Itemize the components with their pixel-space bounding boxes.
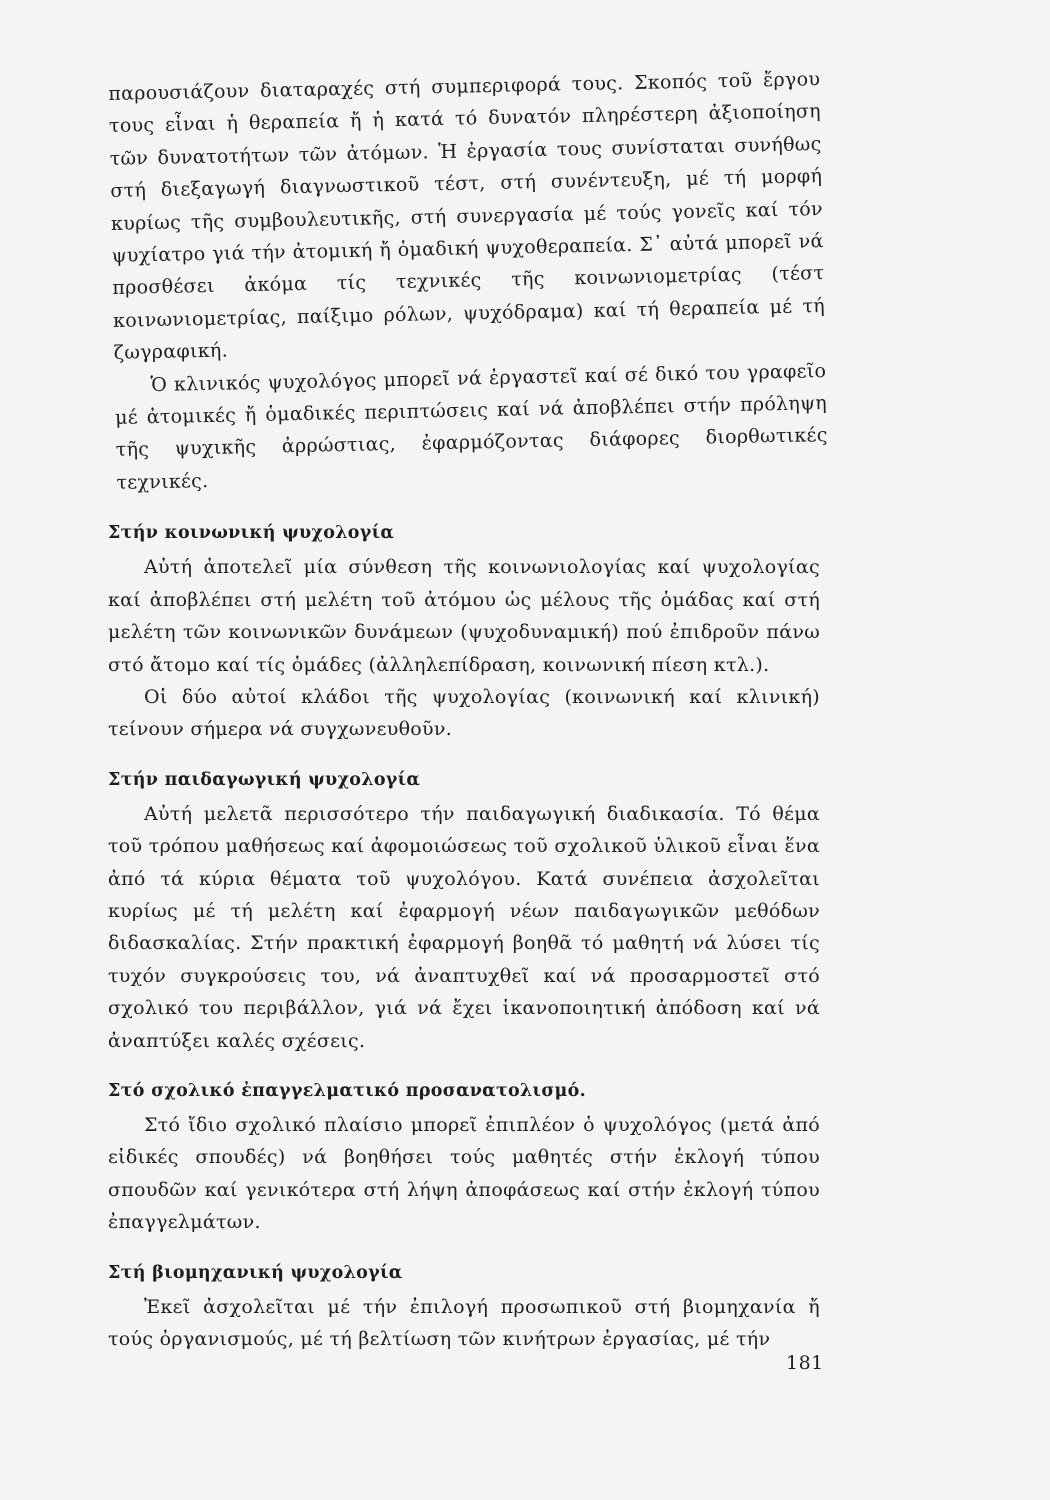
section-paragraph: Ἐκεῖ ἀσχολεῖται μέ τήν ἐπιλογή προσωπικοῦ στή βιομηχανία ἤ τούς ὀργανισμούς, μέ τή βελτίωση τῶν κινήτρων ἐργασίας, μέ τήν [108,1295,820,1350]
section-paragraph: Στό ἴδιο σχολικό πλαίσιο μπορεῖ ἐπιπλέον ὁ ψυχολόγος (μετά ἀπό εἰδικές σπουδές) νά βοηθήσει τούς μαθητές στήν ἐκλογή τύπου σπουδῶν καί γενικότερα στή λήψη ἀποφάσεως καί στήν ἐκλογή τύπου ἐπαγγελμάτων. [108,1113,820,1234]
section-heading: Στό σχολικό ἐπαγγελματικό προσανατολισμό. [108,1080,587,1101]
intro-paragraph: παρουσιάζουν διαταραχές στή συμπεριφορά τους. Σκοπός τοῦ ἔργου τους εἶναι ἡ θεραπεία ἤ ἡ κατά τό δυνατόν πληρέστερη ἀξιοποίηση τῶν δυνατοτήτων τῶν ἀτόμων. Ἡ ἐργασία τους συνίσταται συνήθως στή διεξαγωγή διαγνωστικοῦ τέστ, στή συνέντευξη, μέ τή μορφή κυρίως τῆς συμβουλευτικῆς, στή συνεργασία μέ τούς γονεῖς καί τόν ψυχίατρο γιά τήν ἀτομική ἤ ὁμαδική ψυχοθεραπεία. Σ᾽ αὐτά μπορεῖ νά προσθέσει ἀκόμα τίς τεχνικές τῆς κοινωνιομετρίας (τέστ κοινωνιομετρίας, παίξιμο ρόλων, ψυχόδραμα) καί τή θεραπεία μέ τή ζωγραφική. [108,68,826,365]
page-body [108,68,828,1355]
section-industrial-psychology [108,1263,820,1356]
page-number: 181 [786,1352,824,1374]
section-heading: Στή βιομηχανική ψυχολογία [108,1262,403,1283]
section-educational-psychology [108,770,820,1057]
section-social-psychology [108,523,820,745]
section-vocational-guidance [108,1081,820,1239]
section-paragraph: Αὐτή ἀποτελεῖ μία σύνθεση τῆς κοινωνιολογίας καί ψυχολογίας καί ἀποβλέπει στή μελέτη τοῦ ἀτόμου ὡς μέλους τῆς ὁμάδας καί στή μελέτη τῶν κοινωνικῶν δυνάμεων (ψυχοδυναμική) πού ἐπιδροῦν πάνω στό ἄτομο καί τίς ὁμάδες (ἀλληλεπίδραση, κοινωνική πίεση κτλ.). [108,556,820,676]
intro-block [108,63,829,499]
section-heading: Στήν κοινωνική ψυχολογία [108,523,395,544]
section-paragraph: Αὐτή μελετᾶ περισσότερο τήν παιδαγωγική διαδικασία. Τό θέμα τοῦ τρόπου μαθήσεως καί ἀφομοιώσεως τοῦ σχολικοῦ ὑλικοῦ εἶναι ἕνα ἀπό τά κύρια θέματα τοῦ ψυχολόγου. Κατά συνέπεια ἀσχολεῖται κυρίως μέ τή μελέτη καί ἐφαρμογή νέων παιδαγωγικῶν μεθόδων διδασκαλίας. Στήν πρακτική ἐφαρμογή βοηθᾶ τό μαθητή νά λύσει τίς τυχόν συγκρούσεις του, νά ἀναπτυχθεῖ καί νά προσαρμοστεῖ στό σχολικό του περιβάλλον, γιά νά ἔχει ἱκανοποιητική ἀπόδοση καί νά ἀναπτύξει καλές σχέσεις. [108,802,820,1052]
section-heading: Στήν παιδαγωγική ψυχολογία [108,769,421,790]
section-paragraph: Οἱ δύο αὐτοί κλάδοι τῆς ψυχολογίας (κοινωνική καί κλινική) τείνουν σήμερα νά συγχωνευθοῦν. [108,685,820,741]
intro-paragraph-clinical: Ὁ κλινικός ψυχολόγος μπορεῖ νά ἐργαστεῖ καί σέ δικό του γραφεῖο μέ ἀτομικές ἤ ὁμαδικές περιπτώσεις καί νά ἀποβλέπει στήν πρόληψη τῆς ψυχικῆς ἀρρώστιας, ἐφαρμόζοντας διάφορες διορθωτικές τεχνικές. [114,359,828,494]
